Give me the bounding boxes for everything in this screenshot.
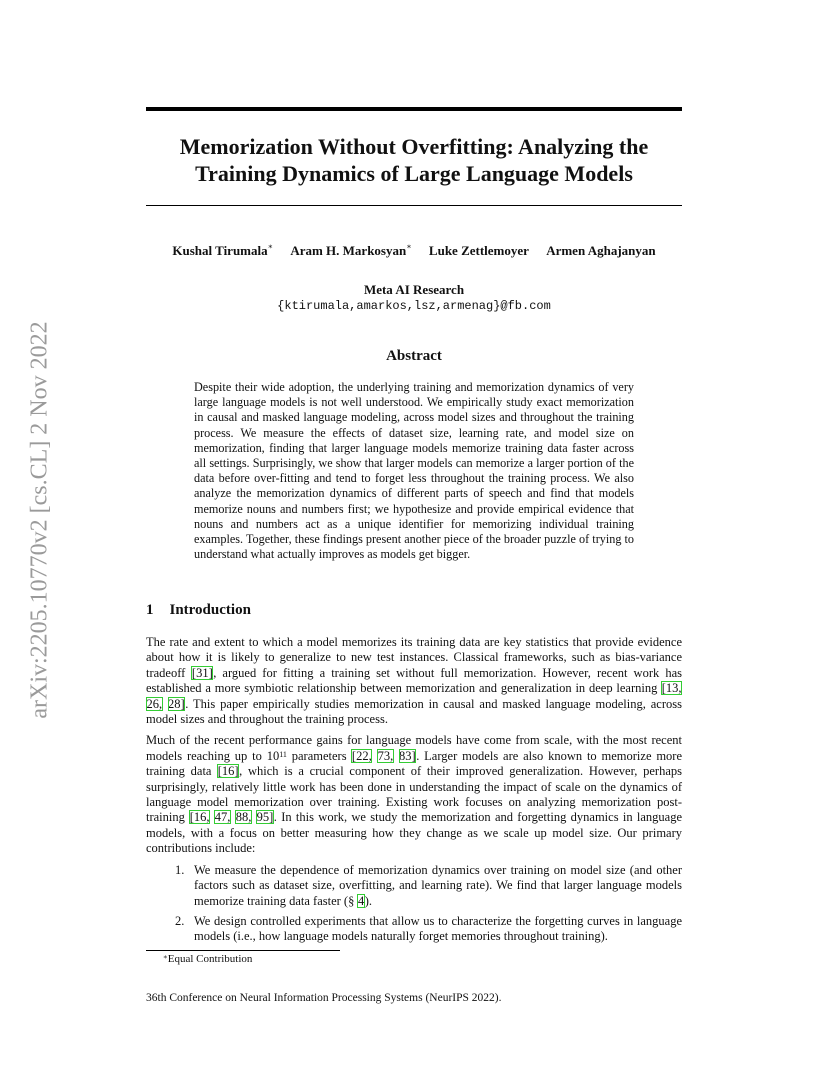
abstract-text: Despite their wide adoption, the underlying training and memorization dynamics of very large language models is not well understood. We empirically study exact memorization in causal and masked language modeling, across model sizes and throughout the training process. We measure the effects of dataset size, learning rate, and model size on memorization, finding that larger language models memorize training data faster across all settings. Surprisingly, we show that larger models can memorize a larger portion of the data before over-fitting and tend to forget less throughout the training process. We also analyze the memorization dynamics of different parts of speech and find that models memorize nouns and numbers first; we hypothesize and provide empirical evidence that nouns and numbers act as a unique identifier for memorizing individual training examples. Together, these findings present another piece of the broader puzzle of trying to understand what actually improves as models get bigger. [194,380,634,562]
citation-link[interactable]: [13, [661,681,682,696]
author: Luke Zettlemoyer [428,243,529,258]
author-emails: {ktirumala,amarkos,lsz,armenag}@fb.com [277,299,551,313]
citation-link[interactable]: 88, [235,810,252,825]
paragraph-1: The rate and extent to which a model memorizes its training data are key statistics that provide evidence about how it is likely to generalize to new test instances. Classical frameworks, such as bias-variance tradeoff [31], argued for fitting a training set without full memorization. However, recent work has established a more symbiotic relationship between memorization and generalization in deep learning [13, 26, 28]. This paper empirically studies memorization in causal and masked language modeling, across model sizes and throughout the training process. [146,635,682,727]
author: Aram H. Markosyan∗ [290,242,412,258]
author-list [146,243,682,259]
section-title: Introduction [169,602,251,618]
list-item: 2. We design controlled experiments that allow us to characterize the forgetting curves in language models (i.e., how language models naturally forget memories throughout training). [175,913,682,944]
title-line-1: Memorization Without Overfitting: Analyzing the [179,134,649,159]
footnote: ∗Equal Contribution [163,953,253,965]
citation-link[interactable]: 95] [256,810,274,825]
citation-link[interactable]: [16, [189,810,210,825]
institution: Meta AI Research [363,282,465,297]
exponent: 11 [279,749,287,759]
section-body [146,635,682,950]
paragraph-2: Much of the recent performance gains for language models have come from scale, with the most recent models reaching up to $10^{11}$ parameters [22, 73, 83]. Larger models are also known to memorize more training data [16], which is a crucial component of their improved generalization. However, perhaps surprisingly, relatively little work has been done in understanding the impact of scale on the dynamics of language model memorization over training. Existing work focuses on analyzing memorization post-training [16, 47, 88, 95]. In this work, we study the memorization and forgetting dynamics in language models, with a focus on better measuring how they change as we scale up model size. Our primary contributions include: [146,733,683,856]
title-line-2: Training Dynamics of Large Language Models [195,161,633,186]
citation-link[interactable]: 28] [168,696,185,711]
paper-title [146,133,682,187]
arxiv-watermark: arXiv:2205.10770v2 [cs.CL] 2 Nov 2022 [26,321,53,719]
title-top-rule [146,107,682,111]
list-item: 1. We measure the dependence of memorization dynamics over training on model size (and other factors such as dataset size, overfitting, and learning rate). We find that larger language models memorize training data faster (§ 4). [175,862,682,908]
affiliation [146,282,682,314]
citation-link[interactable]: 73, [377,748,394,763]
citation-link[interactable]: 47, [214,810,231,825]
citation-link[interactable]: [31] [191,665,213,680]
citation-link[interactable]: 26, [146,696,163,711]
list-number: 2. [175,913,185,928]
citation-link[interactable]: [16] [217,764,239,779]
abstract-heading: Abstract [386,348,442,364]
section-number: 1 [146,602,154,618]
footnote-rule [146,950,340,951]
author: Kushal Tirumala∗ [172,242,274,258]
contribution-list [146,863,682,945]
list-number: 1. [175,862,185,877]
section-ref-link[interactable]: 4 [357,893,365,908]
conference-note: 36th Conference on Neural Information Processing Systems (NeurIPS 2022). [146,992,502,1004]
citation-link[interactable]: [22, [351,748,372,763]
author: Armen Aghajanyan [546,243,656,258]
section-heading [146,602,251,619]
title-bottom-rule [146,205,682,206]
citation-link[interactable]: 83] [399,748,416,763]
